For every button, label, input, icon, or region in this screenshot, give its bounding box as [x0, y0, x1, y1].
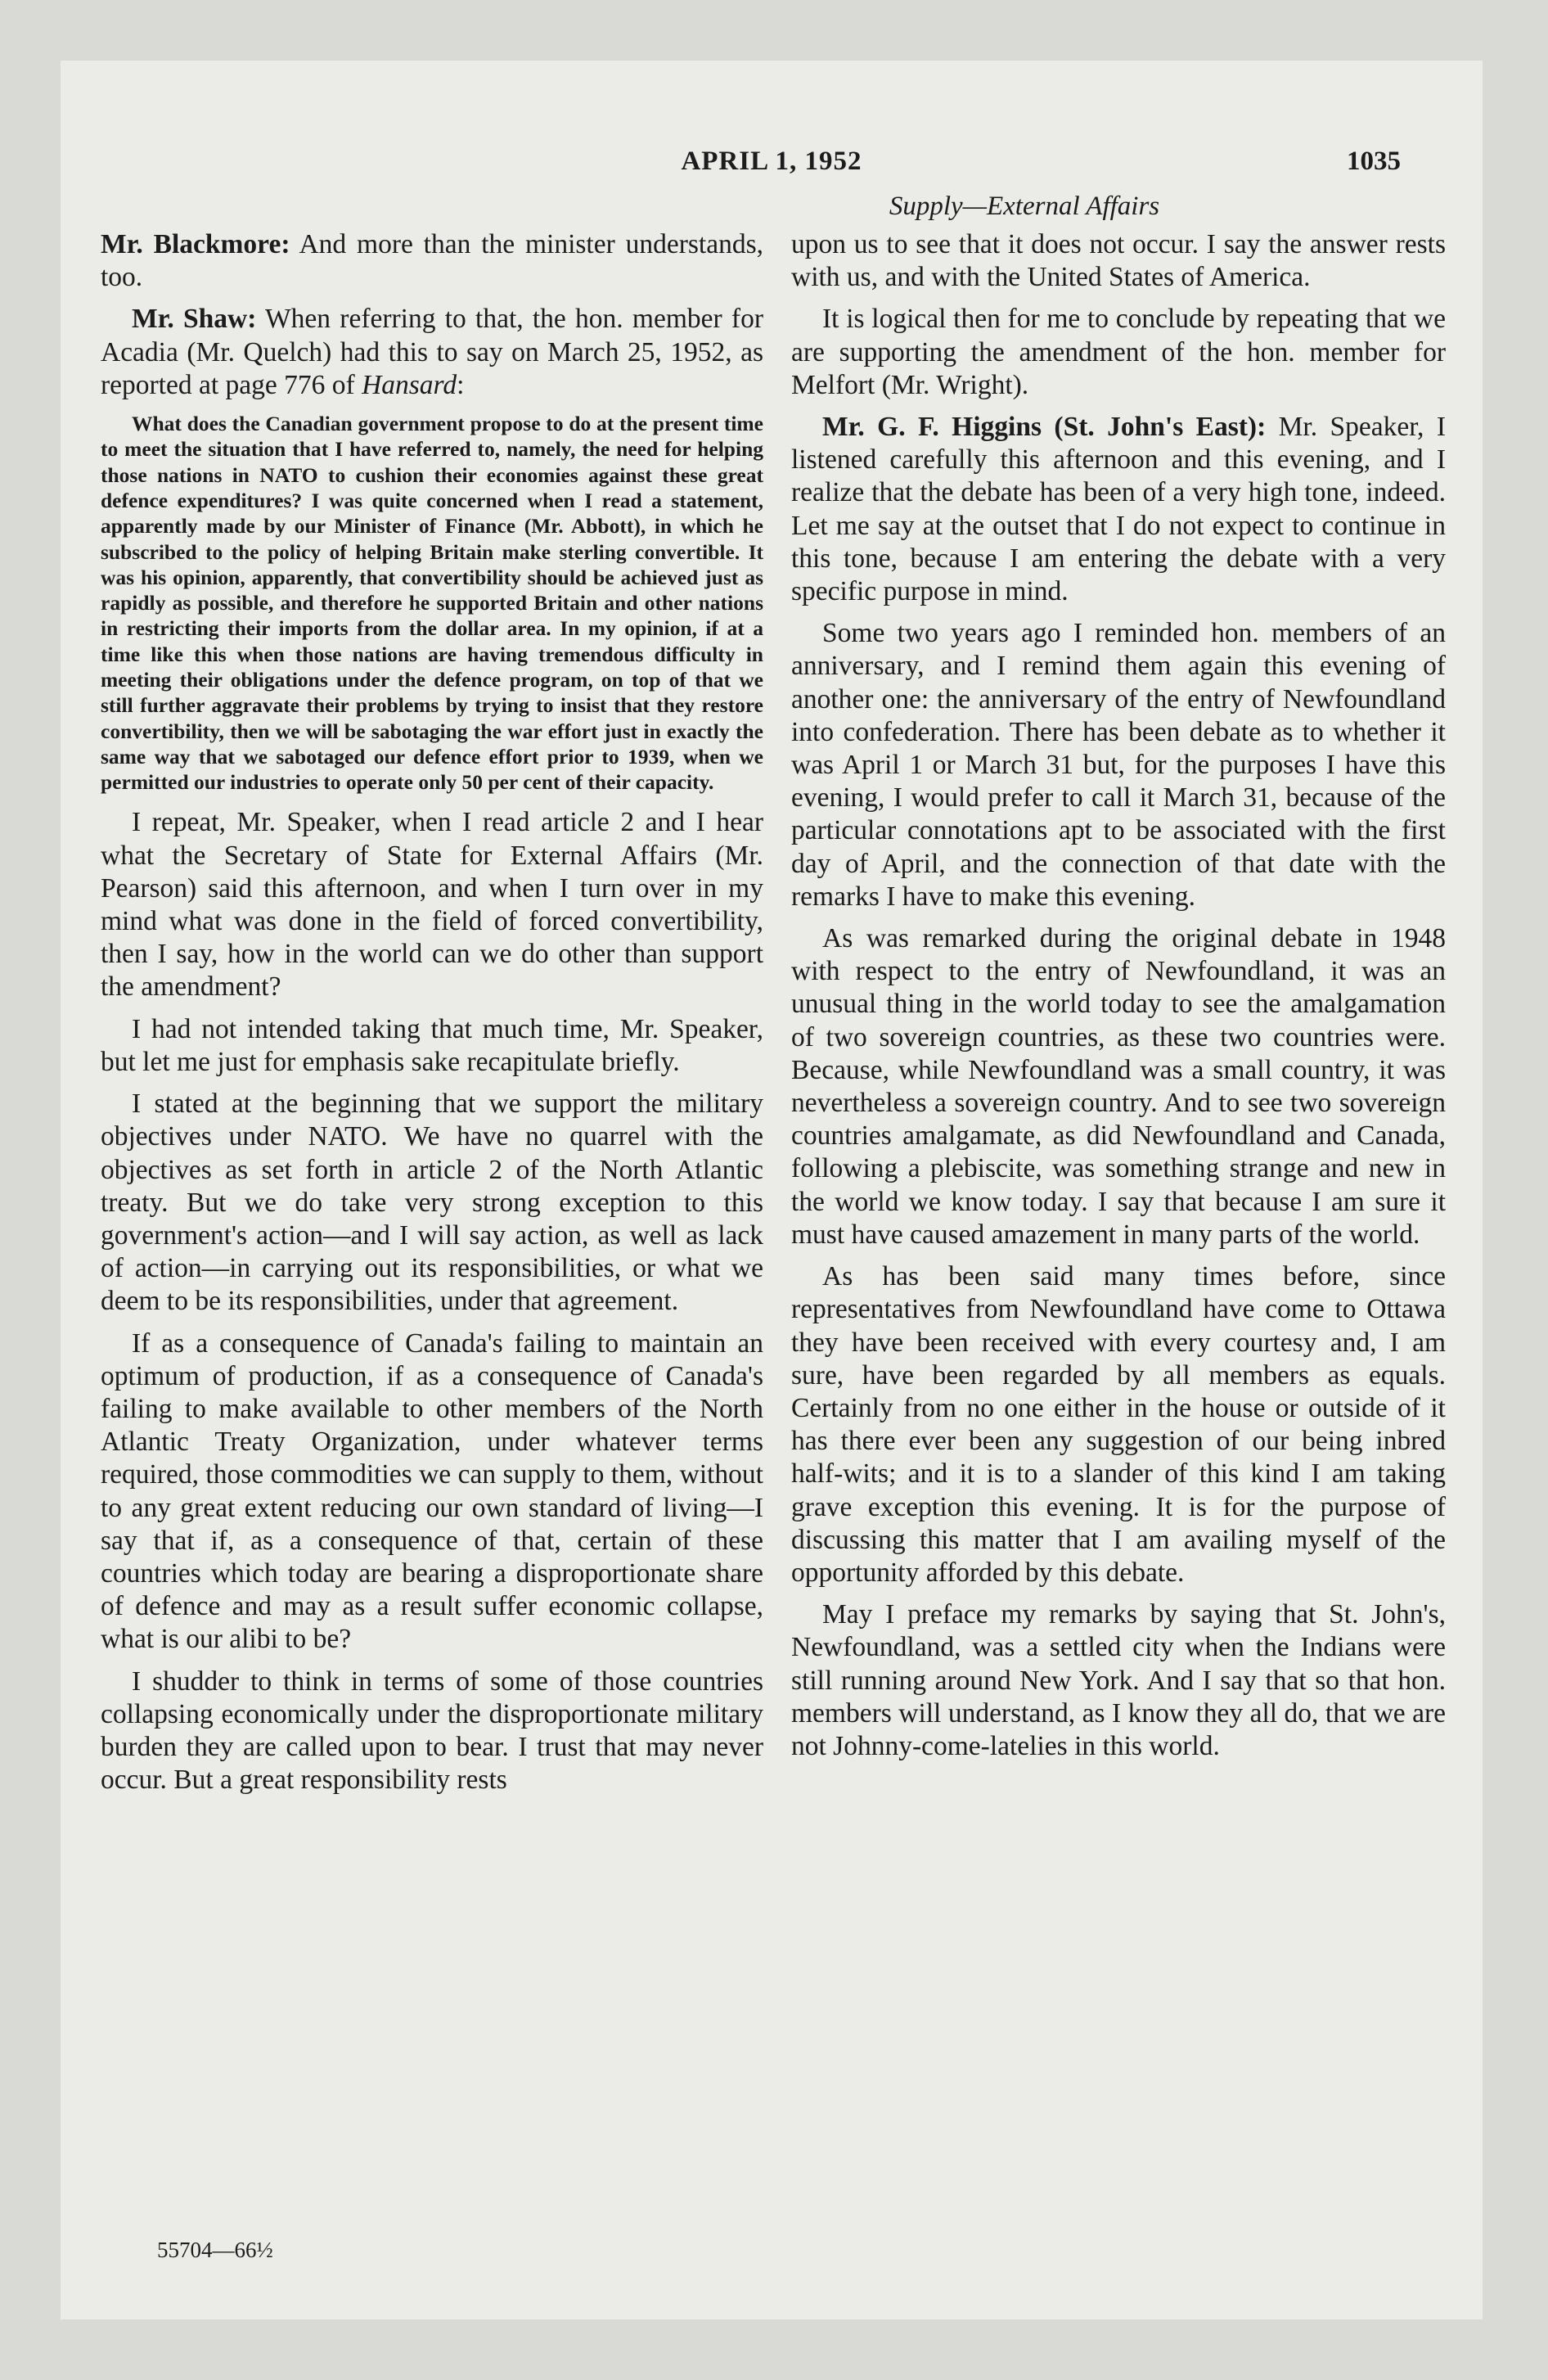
paragraph [101, 228, 763, 294]
speaker-name: Mr. G. F. Higgins (St. John's East): [822, 412, 1267, 443]
paragraph-text: And more than the minister understands, too. [101, 229, 763, 293]
paragraph: As was remarked during the original debate in 1948 with respect to the entry of Newfoundland, it was an unusual thing in the world today to see the amalgamation of two sovereign countries, as these two countries were. Because, while Newfoundland was a small country, it was nevertheless a sovereign country. And to see two sovereign countries amalgamate, as did Newfoundland and Canada, following a plebiscite, was something strange and new in the world we know today. I say that because I am sure it must have caused amazement in many parts of the world. [791, 923, 1446, 1250]
paragraph-text: When referring to that, the hon. member for Acadia (Mr. Quelch) had this to say on March 25, 1952, as reported at page 776 of [101, 304, 763, 400]
header-date: APRIL 1, 1952 [681, 146, 862, 176]
paragraph: I repeat, Mr. Speaker, when I read article 2 and I hear what the Secretary of State for External Affairs (Mr. Pearson) said this afternoon, and when I turn over in my mind what was done in the field of forced convertibility, then I say, how in the world can we do other than support the amendment? [101, 807, 763, 1003]
paragraph: If as a consequence of Canada's failing to maintain an optimum of production, if as a consequence of Canada's failing to make available to other members of the North Atlantic Treaty Organization, under whatever terms required, those commodities we can supply to them, without to any great extent reducing our own standard of living—I say that if, as a consequence of that, certain of these countries which today are bearing a disproportionate share of defence and may as a result suffer economic collapse, what is our alibi to be? [101, 1327, 763, 1655]
paragraph: Some two years ago I reminded hon. members of an anniversary, and I remind them again this evening of another one: the anniversary of the entry of Newfoundland into confederation. There has been debate as to whether it was April 1 or March 31 but, for the purposes I have this evening, I would prefer to call it March 31, because of the particular connotations apt to be associated with the first day of April, and the connection of that date with the remarks I have to make this evening. [791, 618, 1446, 912]
paragraph-text: Mr. Speaker, I listened carefully this afternoon and this evening, and I realize that the debate has been of a very high tone, indeed. Let me say at the outset that I do not expect to continue in this tone, because I am entering the debate with a very specific purpose in mind. [791, 412, 1446, 607]
paragraph: As has been said many times before, since representatives from Newfoundland have come to Ottawa they have been received with every courtesy and, I am sure, have been regarded by all members as equals. Certainly from no one either in the house or outside of it has there ever been any suggestion of our being inbred half-wits; and it is to a slander of this kind I am taking grave exception this evening. It is for the purpose of discussing this matter that I am availing myself of the opportunity afforded by this debate. [791, 1261, 1446, 1588]
source-title: Hansard [362, 369, 457, 400]
paragraph: May I preface my remarks by saying that St. John's, Newfoundland, was a settled city when the Indians were still running around New York. And I say that so that hon. members will understand, as I know they all do, that we are not Johnny-come-latelies in this world. [791, 1599, 1446, 1761]
paragraph: I shudder to think in terms of some of those countries collapsing economically under the disproportionate military burden they are called upon to bear. I trust that may never occur. But a great responsibility rests [101, 1666, 763, 1796]
print-code: 55704—66½ [157, 2238, 273, 2262]
paragraph: It is logical then for me to conclude by repeating that we are supporting the amendment of the hon. member for Melfort (Mr. Wright). [791, 304, 1446, 400]
section-title: Supply—External Affairs [889, 192, 1160, 221]
speaker-name: Mr. Blackmore: [101, 229, 290, 259]
speaker-name: Mr. Shaw: [132, 304, 257, 335]
left-column [101, 228, 763, 1805]
paragraph: I stated at the beginning that we support the military objectives under NATO. We have no quarrel with the objectives as set forth in article 2 of the North Atlantic treaty. But we do take very strong exception to this government's action—and I will say action, as well as lack of action—in carrying out its responsibilities, or what we deem to be its responsibilities, under that agreement. [101, 1089, 763, 1317]
paragraph-text: : [457, 369, 465, 400]
document-page [61, 61, 1483, 2319]
block-quote: What does the Canadian government propose to do at the present time to meet the situation that I have referred to, namely, the need for helping those nations in NATO to cushion their economies against these great defence expenditures? I was quite concerned when I read a statement, apparently made by our Minister of Finance (Mr. Abbott), in which he subscribed to the policy of helping Britain make sterling convertible. It was his opinion, apparently, that convertibility should be achieved just as rapidly as possible, and therefore he supported Britain and other nations in restricting their imports from the dollar area. In my opinion, if at a time like this when those nations are having tremendous difficulty in meeting their obligations under the defence program, on top of that we still further aggravate their problems by trying to insist that they restore convertibility, then we will be sabotaging the war effort just in exactly the same way that we sabotaged our defence effort prior to 1939, when we permitted our industries to operate only 50 per cent of their capacity. [101, 412, 763, 795]
page-number: 1035 [1347, 146, 1401, 176]
paragraph [101, 303, 763, 402]
right-column [791, 228, 1446, 1772]
paragraph: upon us to see that it does not occur. I say the answer rests with us, and with the United States of America. [791, 229, 1446, 293]
page-header [61, 146, 1483, 196]
paragraph: I had not intended taking that much time, Mr. Speaker, but let me just for emphasis sake recapitulate briefly. [101, 1013, 763, 1077]
paragraph [791, 411, 1446, 608]
